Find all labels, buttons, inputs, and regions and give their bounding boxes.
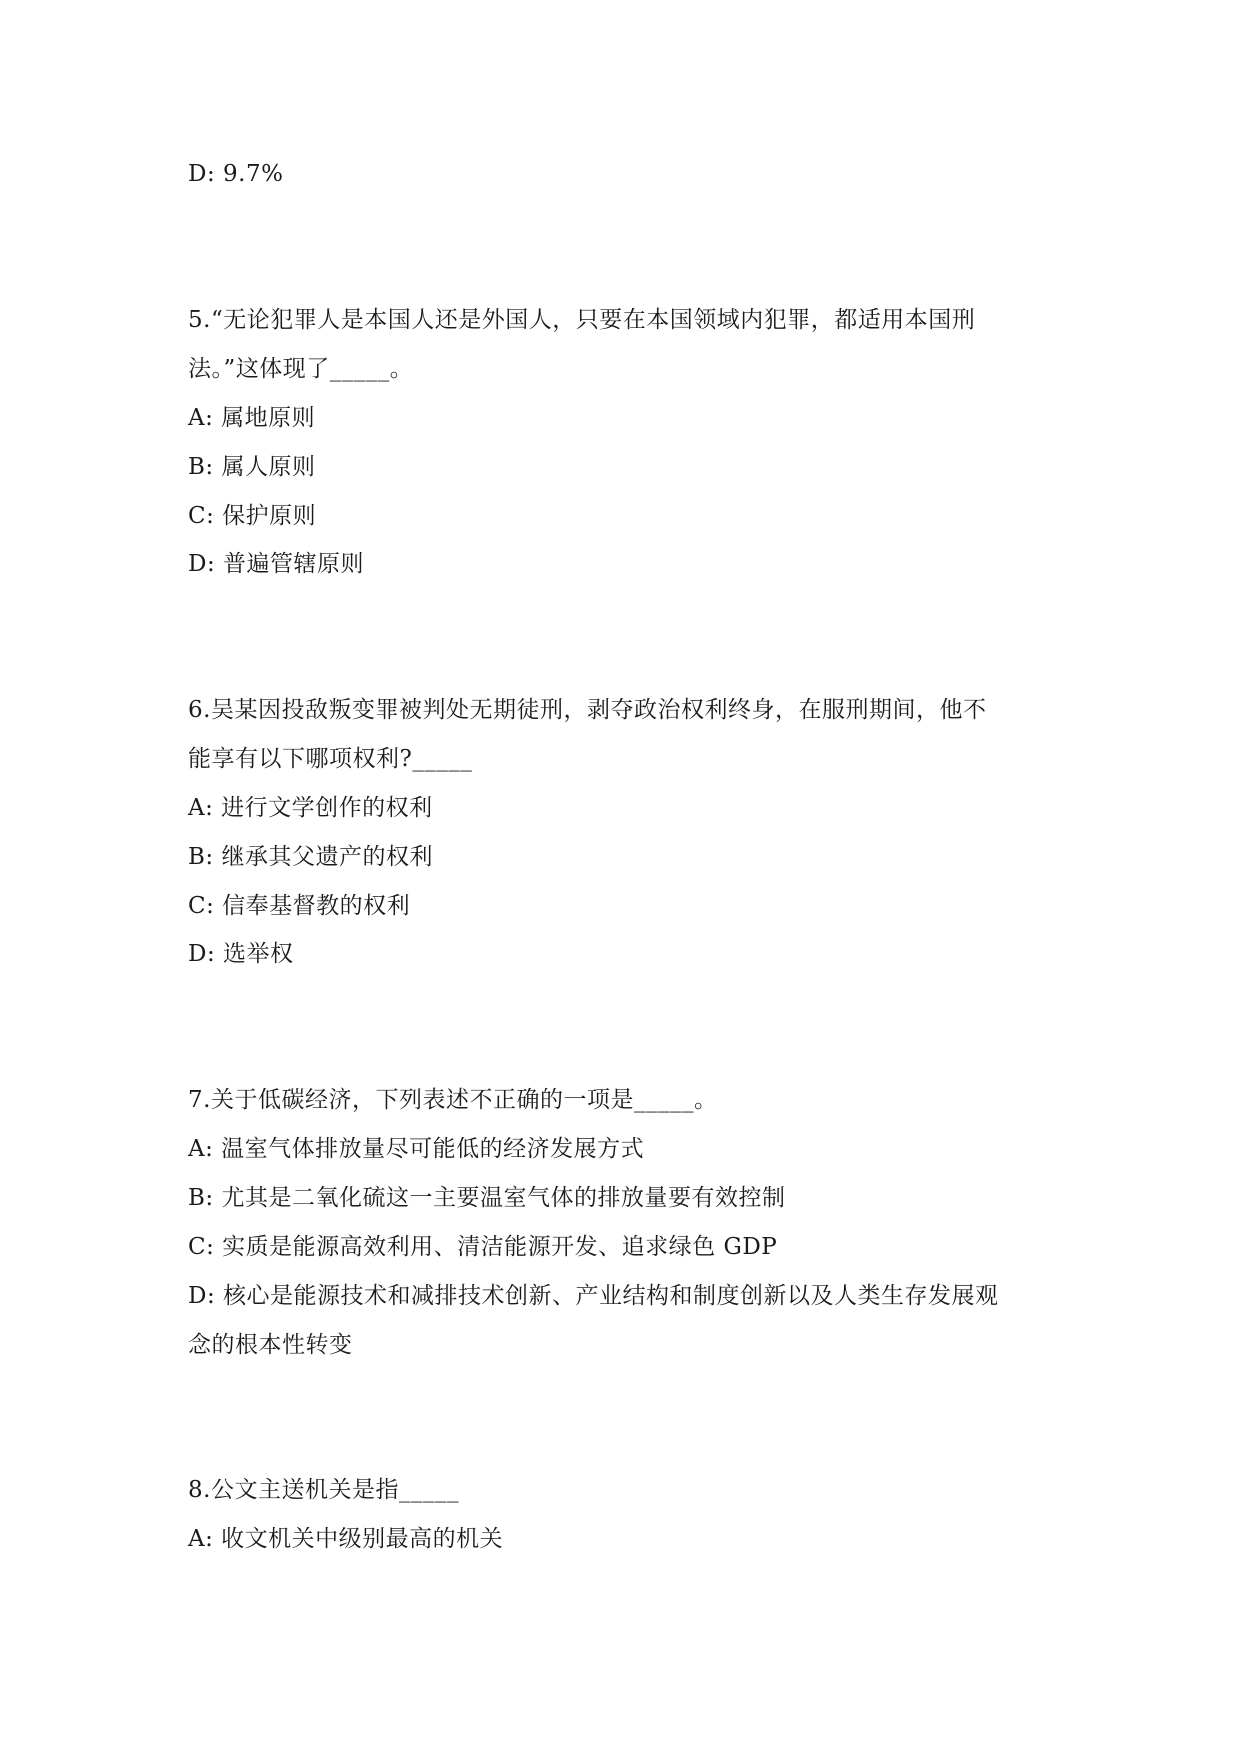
q5-stem-line1: 5.“无论犯罪人是本国人还是外国人，只要在本国领域内犯罪，都适用本国刑 (188, 307, 976, 333)
q7-stem: 7.关于低碳经济，下列表述不正确的一项是_____。 (188, 1087, 718, 1113)
q4-option-d: D: 9.7% (188, 161, 284, 187)
q5-option-d: D: 普遍管辖原则 (188, 551, 365, 577)
q8-stem: 8.公文主送机关是指_____ (188, 1477, 459, 1503)
q5-option-a: A: 属地原则 (188, 405, 316, 431)
q6-option-b: B: 继承其父遗产的权利 (188, 844, 433, 870)
q5-option-b: B: 属人原则 (188, 454, 316, 480)
q6-option-c: C: 信奉基督教的权利 (188, 893, 411, 919)
q7-option-d-line2: 念的根本性转变 (188, 1332, 353, 1358)
q6-stem-line2: 能享有以下哪项权利?_____ (188, 746, 473, 772)
q6-option-d: D: 选举权 (188, 941, 294, 967)
q7-option-d-line1: D: 核心是能源技术和减排技术创新、产业结构和制度创新以及人类生存发展观 (188, 1283, 999, 1309)
q7-option-c: C: 实质是能源高效利用、清洁能源开发、追求绿色 GDP (188, 1234, 778, 1260)
q5-option-c: C: 保护原则 (188, 503, 317, 529)
q6-stem-line1: 6.吴某因投敌叛变罪被判处无期徒刑，剥夺政治权利终身，在服刑期间，他不 (188, 697, 987, 723)
q8-option-a: A: 收文机关中级别最高的机关 (188, 1526, 504, 1552)
q5-stem-line2: 法。”这体现了_____。 (188, 356, 414, 382)
q7-option-b: B: 尤其是二氧化硫这一主要温室气体的排放量要有效控制 (188, 1185, 786, 1211)
q7-option-a: A: 温室气体排放量尽可能低的经济发展方式 (188, 1136, 645, 1162)
q6-option-a: A: 进行文学创作的权利 (188, 795, 433, 821)
